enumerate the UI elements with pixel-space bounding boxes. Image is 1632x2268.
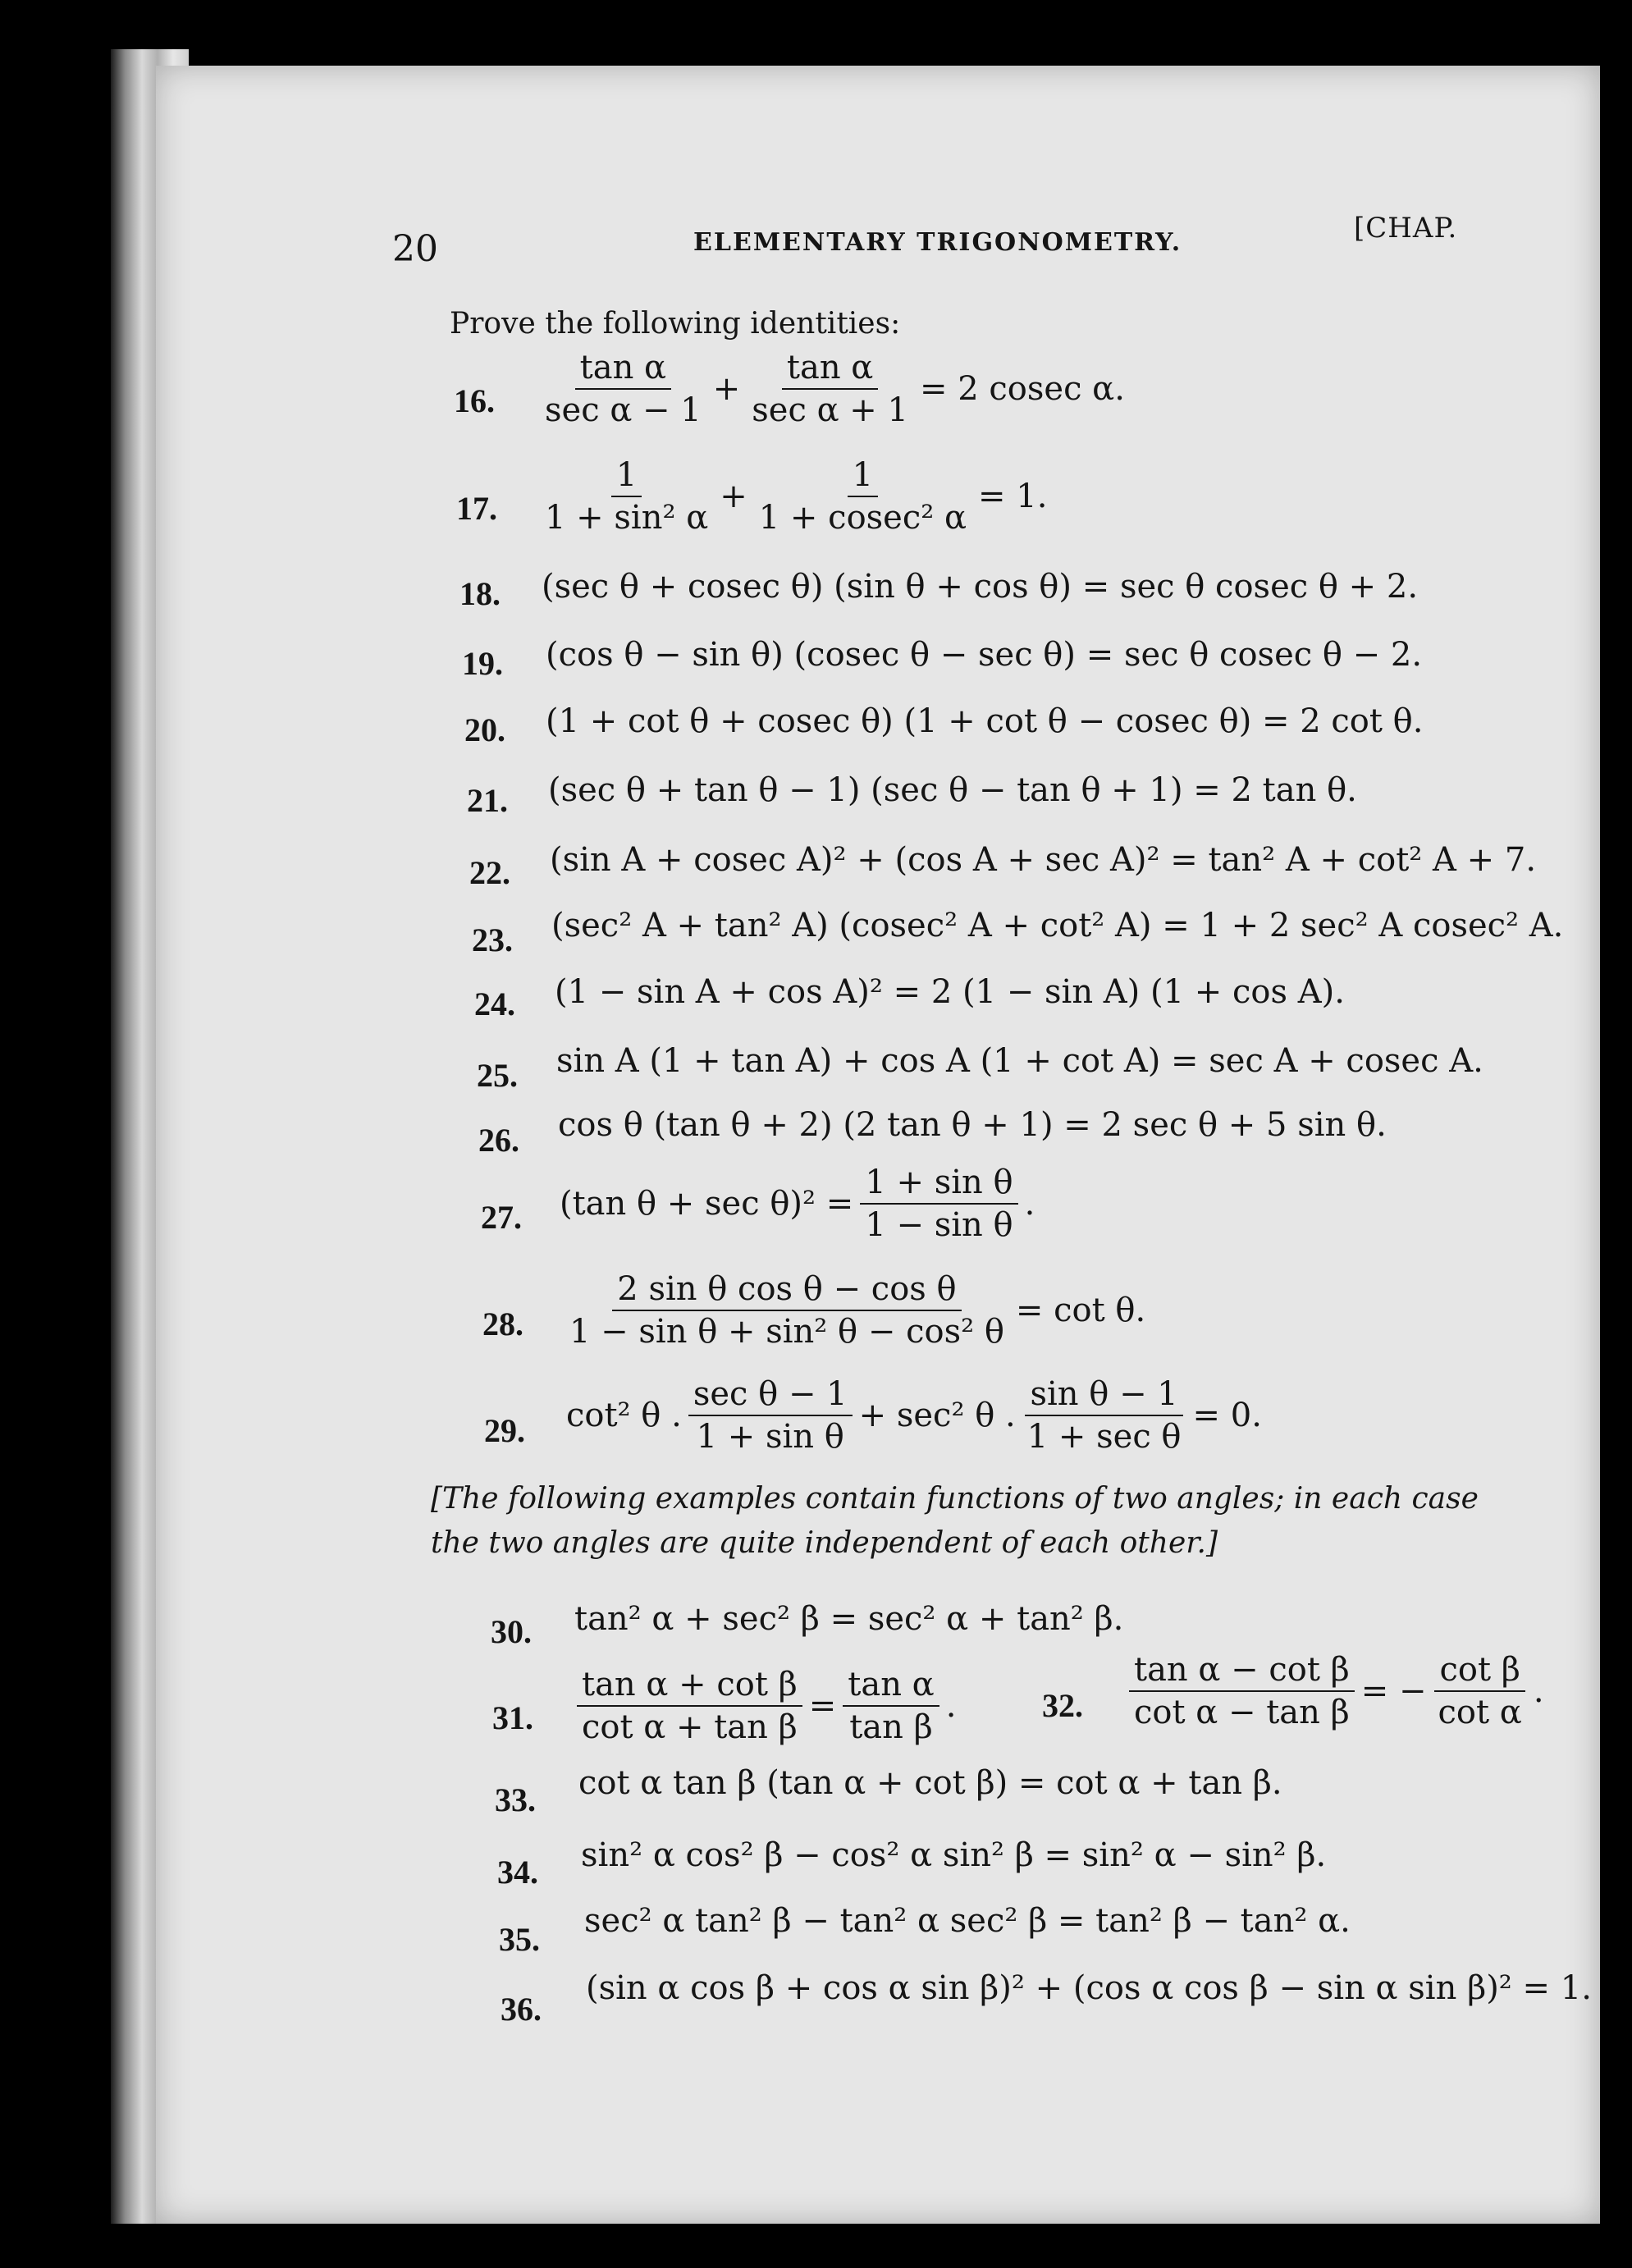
fraction: $\frac{\text{2 sin θ cos θ − cos θ}}{\text{1 − sin θ + sin² θ − cos² θ}}$ — [569, 1270, 1004, 1351]
problem-16: $\frac{\text{tan α}}{\text{sec α − 1}}$ + $\frac{\text{tan α}}{\text{sec α + 1}}$ = 2 cosec α. — [533, 349, 1125, 429]
fraction: $\frac{\text{tan α}}{\text{tan β}}$ — [843, 1666, 939, 1746]
problem-19: (cos θ − sin θ) (cosec θ − sec θ) = sec θ cosec θ − 2. — [546, 636, 1423, 674]
problem-number: 36. — [501, 1991, 542, 2028]
problem-number: 23. — [472, 921, 513, 958]
problem-28: $\frac{\text{2 sin θ cos θ − cos θ}}{\text{1 − sin θ + sin² θ − cos² θ}}$ = cot θ. — [558, 1270, 1145, 1351]
page-number: 20 — [392, 228, 438, 270]
fraction: $\frac{1}{\text{1 + sin² α}}$ — [545, 456, 709, 537]
problem-number: 30. — [491, 1613, 532, 1650]
problem-number: 21. — [467, 782, 508, 819]
intro-text: Prove the following identities: — [450, 307, 901, 341]
problem-23: (sec² A + tan² A) (cosec² A + cot² A) = 1 + 2 sec² A cosec² A. — [551, 907, 1564, 944]
problem-35: sec² α tan² β − tan² α sec² β = tan² β − tan² α. — [584, 1902, 1351, 1940]
running-title: ELEMENTARY TRIGONOMETRY. — [693, 228, 1182, 257]
problem-20: (1 + cot θ + cosec θ) (1 + cot θ − cosec θ) = 2 cot θ. — [546, 702, 1424, 740]
fraction: $\frac{\text{sin θ − 1}}{\text{1 + sec θ}}$ — [1022, 1375, 1186, 1456]
problem-number: 27. — [481, 1199, 522, 1236]
problem-number: 35. — [499, 1921, 540, 1958]
problem-18: (sec θ + cosec θ) (sin θ + cos θ) = sec θ cosec θ + 2. — [542, 568, 1419, 606]
problem-number: 22. — [469, 854, 510, 891]
problem-number: 18. — [459, 575, 501, 612]
fraction: $\frac{1}{\text{1 + cosec² α}}$ — [758, 456, 967, 537]
problem-number: 34. — [497, 1854, 538, 1891]
problem-number: 29. — [484, 1412, 525, 1449]
fraction: $\frac{\text{sec θ − 1}}{\text{1 + sin θ}}$ — [688, 1375, 853, 1456]
problem-32: $\frac{\text{tan α − cot β}}{\text{cot α − tan β}}$ = − $\frac{\text{cot β}}{\text{cot α}}$ . — [1122, 1651, 1544, 1731]
fraction: $\frac{\text{tan α − cot β}}{\text{cot α − tan β}}$ — [1129, 1651, 1355, 1731]
fraction: $\frac{\text{1 + sin θ}}{\text{1 − sin θ}}$ — [860, 1164, 1017, 1244]
fraction: $\frac{\text{tan α}}{\text{sec α − 1}}$ — [545, 349, 702, 429]
problem-33: cot α tan β (tan α + cot β) = cot α + tan β. — [578, 1764, 1282, 1802]
problem-21: (sec θ + tan θ − 1) (sec θ − tan θ + 1) = 2 tan θ. — [548, 771, 1357, 809]
problem-number: 28. — [482, 1305, 523, 1342]
fraction: $\frac{\text{tan α}}{\text{sec α + 1}}$ — [752, 349, 908, 429]
chapter-mark: [CHAP. — [1354, 212, 1458, 245]
problem-22: (sin A + cosec A)² + (cos A + sec A)² = tan² A + cot² A + 7. — [550, 841, 1537, 879]
problem-number: 24. — [474, 985, 515, 1022]
problem-number: 33. — [495, 1781, 536, 1818]
problem-34: sin² α cos² β − cos² α sin² β = sin² α − sin² β. — [581, 1836, 1327, 1874]
problem-36: (sin α cos β + cos α sin β)² + (cos α cos β − sin α sin β)² = 1. — [586, 1969, 1592, 2007]
problem-30: tan² α + sec² β = sec² α + tan² β. — [574, 1600, 1124, 1638]
fraction: $\frac{\text{cot β}}{\text{cot α}}$ — [1433, 1651, 1527, 1731]
note-text: [The following examples contain functions of two angles; in each case the two angles are quite independent of each other.] — [431, 1482, 1479, 1560]
problem-31: $\frac{\text{tan α + cot β}}{\text{cot α + tan β}}$ = $\frac{\text{tan α}}{\text{tan β}}$ . — [570, 1666, 956, 1746]
problem-17: $\frac{1}{\text{1 + sin² α}}$ + $\frac{1}{\text{1 + cosec² α}}$ = 1. — [533, 456, 1047, 537]
problem-number: 20. — [464, 711, 505, 748]
problem-26: cos θ (tan θ + 2) (2 tan θ + 1) = 2 sec θ + 5 sin θ. — [558, 1106, 1387, 1144]
problem-number: 19. — [462, 645, 503, 682]
problem-24: (1 − sin A + cos A)² = 2 (1 − sin A) (1 + cos A). — [555, 973, 1345, 1011]
problem-number: 16. — [454, 382, 495, 419]
problem-number: 17. — [456, 490, 497, 527]
problem-number: 31. — [492, 1699, 533, 1736]
problem-25: sin A (1 + tan A) + cos A (1 + cot A) = sec A + cosec A. — [556, 1042, 1483, 1080]
problem-number: 32. — [1042, 1687, 1083, 1724]
problem-27: (tan θ + sec θ)² = $\frac{\text{1 + sin θ}}{\text{1 − sin θ}}$ . — [560, 1164, 1035, 1244]
fraction: $\frac{\text{tan α + cot β}}{\text{cot α + tan β}}$ — [577, 1666, 802, 1746]
problem-number: 25. — [477, 1057, 518, 1094]
problem-number: 26. — [478, 1122, 519, 1159]
problem-29: cot² θ . $\frac{\text{sec θ − 1}}{\text{1 + sin θ}}$ + sec² θ . $\frac{\text{sin θ − 1}}{\text{1 + sec θ}}$ = 0. — [566, 1375, 1262, 1456]
